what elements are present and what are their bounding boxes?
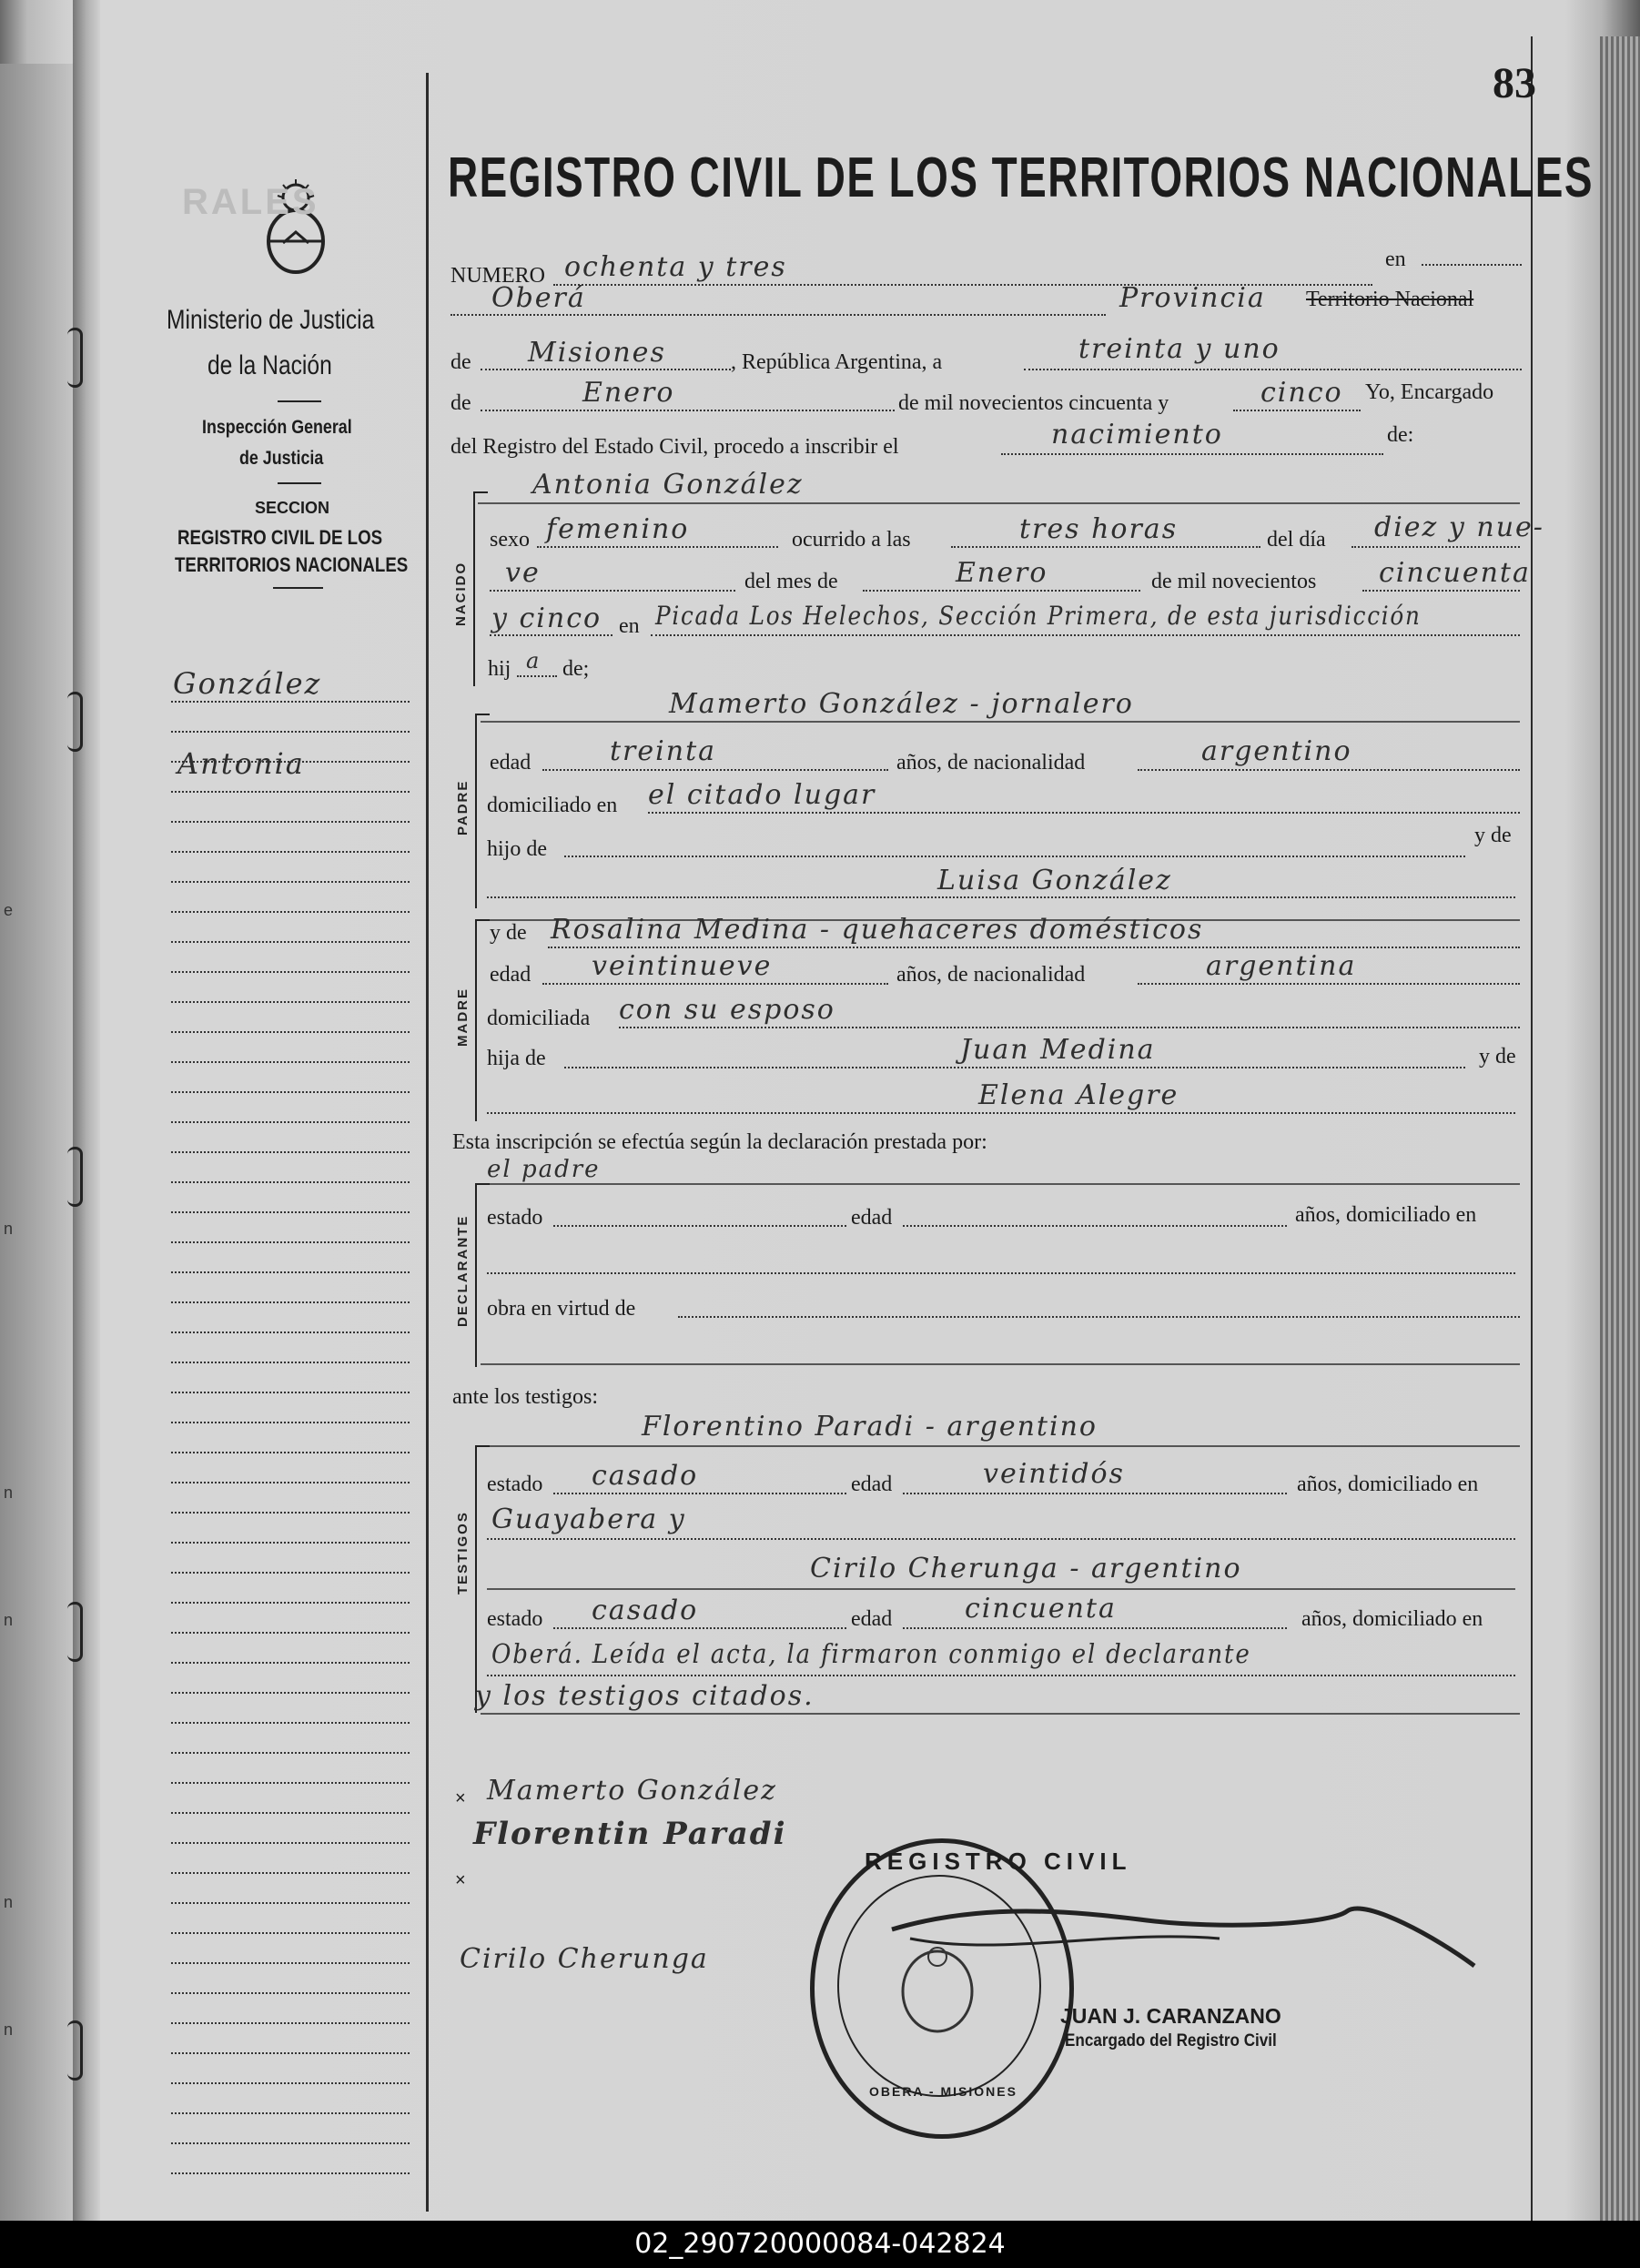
index-ruled-line — [171, 1572, 410, 1574]
act-line — [1001, 453, 1383, 455]
index-ruled-line — [171, 1692, 410, 1694]
de-label: de — [450, 350, 471, 374]
obra-line — [678, 1316, 1520, 1318]
del-dia-label: del día — [1267, 528, 1326, 552]
madre-madre-value: Elena Alegre — [978, 1079, 1179, 1111]
index-ruled-line — [171, 1091, 410, 1093]
index-ruled-line — [171, 791, 410, 793]
month-value: Enero — [582, 377, 675, 409]
official-name: JUAN J. CARANZANO — [1060, 2004, 1281, 2028]
testigos-top-line — [481, 1445, 1520, 1447]
index-ruled-line — [171, 971, 410, 973]
act-value: nacimiento — [1051, 419, 1223, 451]
madre-name: Rosalina Medina - quehaceres domésticos — [551, 914, 1204, 946]
testigos-side-label: TESTIGOS — [455, 1511, 471, 1595]
madre-name-line — [548, 947, 1520, 948]
anio-value: cincuenta — [1379, 557, 1531, 589]
testigo2-dom-label: años, domiciliado en — [1301, 1607, 1483, 1631]
index-ruled-line — [171, 1151, 410, 1153]
index-ruled-line — [171, 1301, 410, 1303]
madre-madre-line — [487, 1112, 1515, 1114]
padre-edad-line — [542, 769, 888, 771]
declarante-dom-label: años, domiciliado en — [1295, 1203, 1477, 1227]
year-label: de mil novecientos cincuenta y — [898, 391, 1169, 415]
index-ruled-line — [171, 1932, 410, 1934]
sidebar-rule — [278, 482, 321, 484]
testigo2-estado-line — [553, 1627, 846, 1629]
child-name-line — [478, 502, 1520, 504]
anio-line — [1362, 590, 1520, 592]
left-page-mark: n — [4, 1220, 14, 1238]
en-line — [1422, 264, 1522, 266]
index-ruled-line — [171, 1842, 410, 1844]
hij-line — [517, 675, 557, 677]
index-ruled-line — [171, 1872, 410, 1874]
nacido-bracket — [473, 491, 488, 686]
padre-nac-value: argentino — [1201, 735, 1352, 767]
official-signature-icon — [874, 1875, 1493, 2002]
declarante-side-label: DECLARANTE — [455, 1214, 471, 1327]
province-value: Misiones — [528, 337, 666, 369]
index-ruled-line — [171, 701, 410, 703]
index-ruled-line — [171, 761, 410, 763]
index-ruled-line — [171, 1662, 410, 1664]
index-ruled-line — [171, 1752, 410, 1754]
padre-name-line — [481, 721, 1520, 723]
left-page-mark: n — [4, 1893, 14, 1911]
testigo2-edad-label: edad — [851, 1607, 893, 1631]
dia-value: diez y nue- — [1374, 511, 1544, 543]
madre-edad-label: edad — [490, 963, 531, 987]
day-line — [1024, 369, 1522, 370]
index-ruled-line — [171, 1782, 410, 1784]
padre-nac-line — [1138, 769, 1520, 771]
index-ruled-line — [171, 2142, 410, 2144]
index-ruled-line — [171, 1362, 410, 1363]
ministry-line: Ministerio de Justicia — [167, 305, 375, 335]
sidebar-divider — [426, 73, 429, 2212]
testigo1-edad-value: veintidós — [983, 1458, 1125, 1490]
nacido-side-label: NACIDO — [453, 561, 469, 626]
declarante-estado-line — [553, 1225, 846, 1227]
day-value: treinta y uno — [1078, 333, 1281, 365]
left-page-mark: n — [4, 1483, 14, 1502]
binding-stitch — [67, 1147, 83, 1207]
padre-nac-label: años, de nacionalidad — [896, 751, 1086, 775]
index-ruled-line — [171, 1422, 410, 1423]
sexo-line — [537, 546, 778, 548]
madre-edad-line — [542, 983, 888, 985]
provincia-value: Provincia — [1119, 282, 1266, 314]
index-ruled-line — [171, 821, 410, 823]
lugar-line — [651, 634, 1520, 636]
testigo1-estado-label: estado — [487, 1473, 543, 1496]
index-ruled-line — [171, 1001, 410, 1003]
testigos-bottom-line — [481, 1713, 1520, 1715]
declarante-value: el padre — [487, 1156, 601, 1183]
declarante-edad-line — [903, 1225, 1287, 1227]
padre-dom-value: el citado lugar — [648, 779, 876, 811]
index-ruled-line — [171, 1632, 410, 1634]
hora-value: tres horas — [1019, 513, 1179, 545]
padre-madre-line — [487, 896, 1515, 898]
signature-witness2: Cirilo Cherunga — [460, 1943, 709, 1975]
index-ruled-line — [171, 1271, 410, 1273]
child-name: Antonia González — [532, 469, 804, 501]
sidebar-rule — [278, 400, 321, 402]
index-ruled-line — [171, 1902, 410, 1904]
index-ruled-line — [171, 851, 410, 853]
register-title: REGISTRO CIVIL DE LOS TERRITORIOS NACIONALES — [448, 147, 1594, 209]
hijo-de-label: hijo de — [487, 837, 547, 861]
stamp-bottom-text: OBERA - MISIONES — [869, 2084, 1017, 2099]
hij-label: hij — [488, 657, 511, 681]
index-ruled-line — [171, 1392, 410, 1393]
dia2-line — [490, 590, 735, 592]
sidebar-rule — [273, 587, 323, 589]
padre-dom-label: domiciliado en — [487, 794, 618, 817]
index-ruled-line — [171, 2112, 410, 2114]
binding-stitch — [67, 1602, 83, 1662]
declarante-dom-line — [487, 1272, 1515, 1274]
inspection-line: de Justicia — [239, 448, 324, 469]
lugar-value: Picada Los Helechos, Sección Primera, de esta jurisdicción — [655, 601, 1422, 631]
declarante-edad-label: edad — [851, 1206, 893, 1230]
madre-edad-value: veintinueve — [592, 950, 773, 982]
index-ruled-line — [171, 1542, 410, 1544]
sexo-value: femenino — [546, 513, 690, 545]
hija-de-line — [564, 1067, 1465, 1068]
binding-stitch — [67, 2020, 83, 2081]
signature-father: Mamerto González — [487, 1775, 777, 1807]
testigo2-edad-line — [903, 1627, 1287, 1629]
index-ruled-line — [171, 2082, 410, 2084]
index-ruled-line — [171, 1181, 410, 1183]
index-ruled-line — [171, 1992, 410, 1994]
de-semicolon-label: de; — [562, 657, 590, 681]
mes-line — [863, 590, 1140, 592]
scan-caption: 02_290720000084-042824 — [0, 2221, 1640, 2268]
index-ruled-line — [171, 2172, 410, 2174]
index-ruled-line — [171, 2052, 410, 2054]
testigo1-edad-label: edad — [851, 1473, 893, 1496]
mes-value: Enero — [956, 557, 1048, 589]
ministry-line: de la Nación — [208, 350, 332, 380]
declarante-bottom-line — [481, 1363, 1520, 1365]
madre-dom-line — [619, 1027, 1520, 1028]
signature-mark: × — [455, 1870, 466, 1890]
year-value: cinco — [1260, 377, 1343, 409]
de2-label: de — [450, 391, 471, 415]
madre-nac-value: argentina — [1206, 950, 1357, 982]
inspection-line: Inspección General — [202, 417, 352, 438]
index-ruled-line — [171, 1241, 410, 1243]
madre-padre-value: Juan Medina — [960, 1034, 1156, 1066]
republica-label: , República Argentina, a — [731, 350, 943, 374]
padre-side-label: PADRE — [455, 779, 471, 835]
binding-stitch — [67, 328, 83, 388]
index-ruled-line — [171, 1031, 410, 1033]
madre-y-de-label2: y de — [1479, 1045, 1516, 1068]
mil-nov-label: de mil novecientos — [1151, 570, 1317, 593]
signature-mark: × — [455, 1788, 466, 1808]
index-ruled-line — [171, 1722, 410, 1724]
year-line — [1233, 410, 1361, 411]
section-name: REGISTRO CIVIL DE LOS — [177, 526, 383, 549]
index-ruled-line — [171, 1482, 410, 1483]
declarante-top-line — [481, 1183, 1520, 1185]
left-page-edge — [0, 64, 75, 2221]
official-role: Encargado del Registro Civil — [1065, 2031, 1277, 2050]
left-page-mark: e — [4, 901, 14, 919]
index-ruled-line — [171, 1211, 410, 1213]
sexo-label: sexo — [490, 528, 530, 552]
testigo2-name: Cirilo Cherunga - argentino — [810, 1553, 1242, 1585]
testigo1-dom-label: años, domiciliado en — [1297, 1473, 1479, 1496]
testigo1-edad-line — [903, 1493, 1287, 1494]
padre-edad-label: edad — [490, 751, 531, 775]
cierre2-value: y los testigos citados. — [475, 1680, 815, 1712]
testigo1-estado-line — [553, 1493, 846, 1494]
hora-line — [951, 546, 1260, 548]
ocurrido-label: ocurrido a las — [792, 528, 911, 552]
index-ruled-line — [171, 1602, 410, 1604]
madre-nac-line — [1138, 983, 1520, 985]
index-ruled-line — [171, 1812, 410, 1814]
index-ruled-line — [171, 1962, 410, 1964]
ante-label: ante los testigos: — [452, 1385, 598, 1409]
index-given-name: Antonia — [177, 746, 305, 781]
testigo1-dom-value: Guayabera y — [491, 1504, 686, 1535]
faded-stamp-text: RALES — [182, 182, 319, 222]
testigo1-dom-line — [487, 1538, 1515, 1540]
registro-label: del Registro del Estado Civil, procedo a inscribir el — [450, 435, 899, 459]
padre-dom-line — [648, 812, 1520, 814]
stamp-ring-text: REGISTRO CIVIL — [865, 1848, 1132, 1875]
padre-madre-value: Luisa González — [937, 865, 1172, 896]
territorio-struck: Territorio Nacional — [1306, 288, 1474, 311]
en-lugar-label: en — [619, 614, 640, 638]
index-ruled-line — [171, 1121, 410, 1123]
index-ruled-line — [171, 941, 410, 943]
index-ruled-line — [171, 1452, 410, 1453]
madre-y-de-label: y de — [490, 921, 527, 945]
y-de-label: y de — [1474, 824, 1512, 847]
obra-label: obra en virtud de — [487, 1297, 636, 1321]
testigo2-name-line — [487, 1588, 1515, 1590]
testigo2-edad-value: cincuenta — [965, 1593, 1117, 1625]
signature-witness1: Florentin Paradi — [473, 1816, 787, 1852]
en-label: en — [1385, 248, 1406, 271]
index-ruled-line — [171, 1512, 410, 1514]
testigo2-estado-label: estado — [487, 1607, 543, 1631]
hij-suffix: a — [526, 648, 542, 673]
index-ruled-line — [171, 1331, 410, 1333]
testigo2-estado-value: casado — [592, 1595, 699, 1626]
place-line — [450, 314, 1106, 316]
padre-edad-value: treinta — [610, 735, 717, 767]
place-value: Oberá — [491, 282, 586, 314]
testigo1-estado-value: casado — [592, 1460, 699, 1492]
dia-line — [1351, 546, 1520, 548]
cierre1-line — [487, 1675, 1515, 1676]
index-ruled-line — [171, 911, 410, 913]
testigo1-name: Florentino Paradi - argentino — [642, 1411, 1098, 1443]
declarante-estado-label: estado — [487, 1206, 543, 1230]
right-margin-rule — [1531, 36, 1533, 2221]
province-line — [481, 369, 731, 370]
numero-value: ochenta y tres — [564, 251, 787, 283]
inscripcion-label: Esta inscripción se efectúa según la declaración prestada por: — [452, 1130, 987, 1154]
index-ruled-line — [171, 731, 410, 733]
madre-nac-label: años, de nacionalidad — [896, 963, 1086, 987]
page-number: 83 — [1493, 59, 1536, 107]
de-colon-label: de: — [1387, 423, 1414, 447]
madre-dom-label: domiciliada — [487, 1007, 591, 1030]
del-mes-label: del mes de — [744, 570, 838, 593]
page-stack-edge — [1600, 36, 1640, 2221]
index-ruled-line — [171, 1061, 410, 1063]
binding-stitch — [67, 692, 83, 752]
padre-name: Mamerto González - jornalero — [669, 688, 1134, 720]
index-surname: González — [173, 666, 322, 701]
encargado-label: Yo, Encargado — [1365, 380, 1494, 404]
madre-side-label: MADRE — [455, 987, 471, 1047]
index-ruled-line — [171, 2022, 410, 2024]
hija-de-label: hija de — [487, 1047, 546, 1070]
anio2-line — [490, 634, 612, 636]
numero-label: NUMERO — [450, 264, 546, 288]
madre-dom-value: con su esposo — [619, 994, 835, 1026]
hijo-de-line — [564, 856, 1465, 857]
index-ruled-line — [171, 881, 410, 883]
left-page-mark: n — [4, 1611, 14, 1629]
dia2-value: ve — [505, 557, 541, 589]
month-line — [481, 410, 895, 411]
anio2-value: y cinco — [491, 602, 602, 634]
section-name: TERRITORIOS NACIONALES — [175, 553, 409, 576]
section-label: SECCION — [255, 499, 330, 517]
left-page-mark: n — [4, 2020, 14, 2039]
cierre1-value: Oberá. Leída el acta, la firmaron conmigo el declarante — [491, 1638, 1251, 1669]
